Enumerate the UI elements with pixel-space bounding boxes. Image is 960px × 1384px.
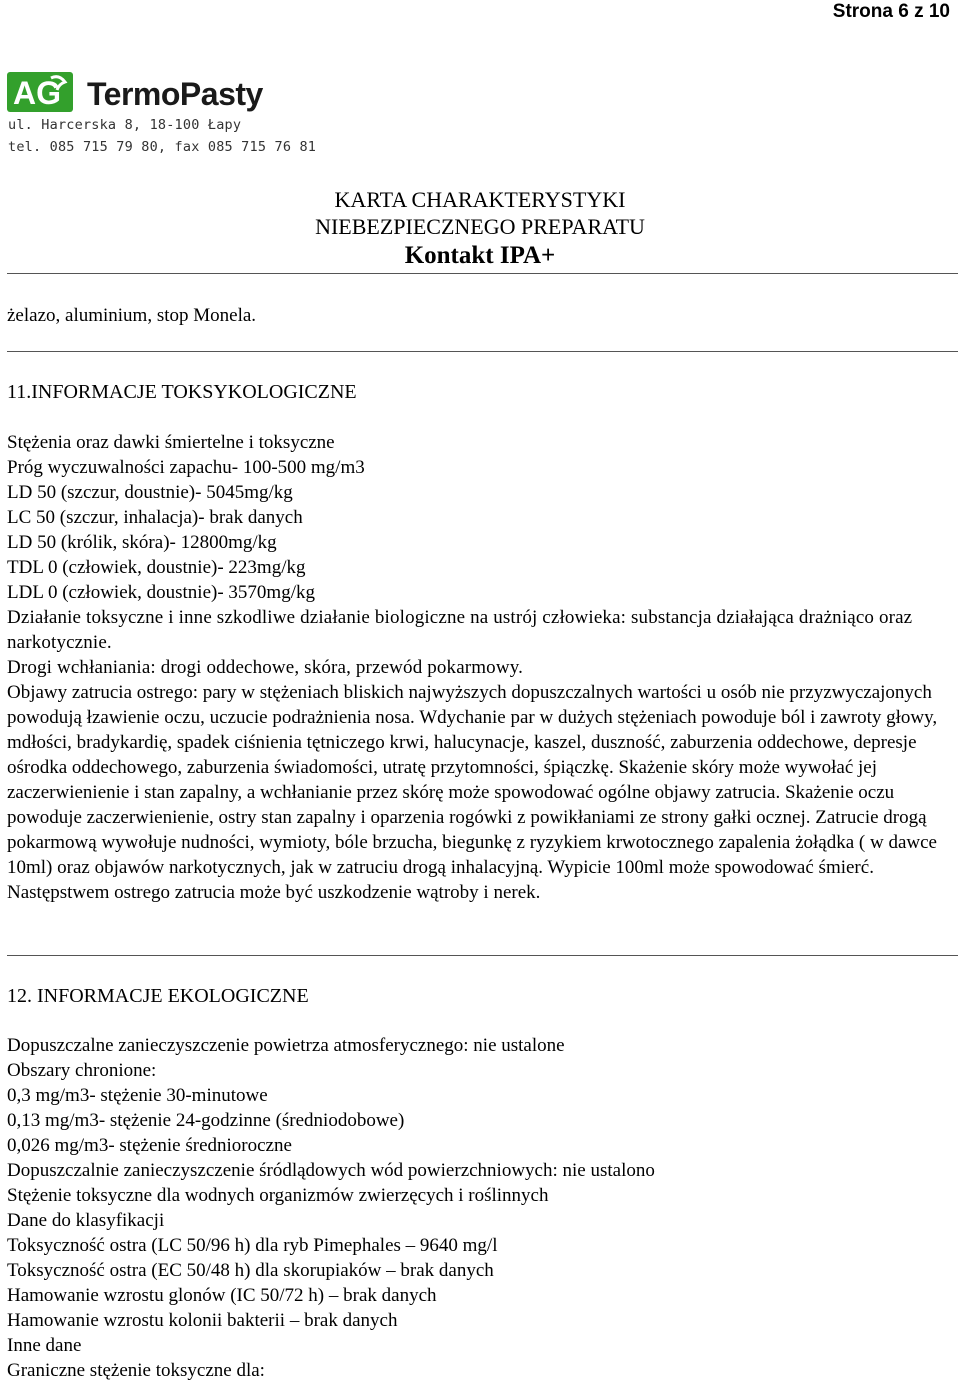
eco-line: Stężenie toksyczne dla wodnych organizmów zwierzęcych i roślinnych xyxy=(7,1185,549,1206)
eco-line: Inne dane xyxy=(7,1335,82,1356)
tox-line: LDL 0 (człowiek, doustnie)- 3570mg/kg xyxy=(7,582,315,603)
header-divider xyxy=(7,273,958,274)
section-divider xyxy=(7,351,958,352)
termopasty-logo-icon xyxy=(7,70,307,114)
section-11-heading: 11.INFORMACJE TOKSYKOLOGICZNE xyxy=(7,381,357,403)
product-name: Kontakt IPA+ xyxy=(404,242,556,269)
eco-line: Graniczne stężenie toksyczne dla: xyxy=(7,1360,265,1381)
svg-text:TermoPasty: TermoPasty xyxy=(87,76,263,112)
tox-line: LC 50 (szczur, inhalacja)- brak danych xyxy=(7,507,303,528)
eco-line: 0,3 mg/m3- stężenie 30-minutowe xyxy=(7,1085,268,1106)
address: ul. Harcerska 8, 18-100 Łapy xyxy=(8,117,242,133)
eco-line: Toksyczność ostra (LC 50/96 h) dla ryb Pimephales – 9640 mg/l xyxy=(7,1235,498,1256)
svg-text:AG: AG xyxy=(13,75,61,111)
eco-line: Hamowanie wzrostu kolonii bakterii – brak danych xyxy=(7,1310,398,1331)
tox-line: Próg wyczuwalności zapachu- 100-500 mg/m3 xyxy=(7,457,365,478)
eco-line: Hamowanie wzrostu glonów (IC 50/72 h) – brak danych xyxy=(7,1285,437,1306)
eco-line: Toksyczność ostra (EC 50/48 h) dla skorupiaków – brak danych xyxy=(7,1260,494,1281)
tox-line: LD 50 (królik, skóra)- 12800mg/kg xyxy=(7,532,277,553)
eco-line: Dopuszczalne zanieczyszczenie powietrza atmosferycznego: nie ustalone xyxy=(7,1035,565,1056)
page-number: Strona 6 z 10 xyxy=(832,1,950,22)
symptoms-paragraph: Objawy zatrucia ostrego: pary w stężeniach bliskich najwyższych dopuszczalnych wartości u osób nie przyzwyczajonych powodują łzawienie oczu, uczucie podrażnienia nosa. Wdychanie par w dużych stężeniach powoduje ból i zawroty głowy, mdłości, bradykardię, spadek ciśnienia tętniczego krwi, halucynacje, kaszel, duszność, zaburzenia oddechowe, depresje ośrodka oddechowego, zaburzenia świadomości, utratę przytomności, śpiączkę. Skażenie skóry może wywołać jej zaczerwienienie i stan zapalny, a wchłanianie przez skórę może spowodować ogólne objawy zatrucia. Skażenie oczu powoduje zaczerwienienie, ostry stan zapalny i oparzenia rogówki z powikłaniami ze strony gałki ocznej. Zatrucie drogą pokarmową wywołuje nudności, wymioty, bóle brzucha, biegunkę z ryzykiem krwotocznego zapalenia żołądka ( w dawce 10ml) oraz objawów narkotycznych, jak w zatruciu drogą inhalacyjną. Wypicie 100ml może spowodować śmierć. Następstwem ostrego zatrucia może być uszkodzenie wątroby i nerek. xyxy=(7,682,938,903)
eco-line: Dane do klasyfikacji xyxy=(7,1210,165,1231)
section-12-heading: 12. INFORMACJE EKOLOGICZNE xyxy=(7,985,309,1007)
eco-line: 0,026 mg/m3- stężenie średnioroczne xyxy=(7,1135,292,1156)
absorption-routes: Drogi wchłaniania: drogi oddechowe, skóra, przewód pokarmowy. xyxy=(7,657,524,678)
document-title-line-2: NIEBEZPIECZNEGO PREPARATU xyxy=(315,214,645,239)
eco-line: 0,13 mg/m3- stężenie 24-godzinne (średniodobowe) xyxy=(7,1110,405,1131)
toxic-action-paragraph: Działanie toksyczne i inne szkodliwe działanie biologiczne na ustrój człowieka: substancja działająca drażniąco oraz narkotycznie. xyxy=(7,607,913,653)
continuation-text: żelazo, aluminium, stop Monela. xyxy=(7,305,257,326)
phone-fax: tel. 085 715 79 80, fax 085 715 76 81 xyxy=(8,139,317,155)
eco-line: Obszary chronione: xyxy=(7,1060,157,1081)
company-logo xyxy=(7,70,307,114)
tox-line: Stężenia oraz dawki śmiertelne i toksyczne xyxy=(7,432,335,453)
tox-line: LD 50 (szczur, doustnie)- 5045mg/kg xyxy=(7,482,293,503)
document-title-line-1: KARTA CHARAKTERYSTYKI xyxy=(334,187,626,212)
section-divider xyxy=(7,955,958,956)
tox-line: TDL 0 (człowiek, doustnie)- 223mg/kg xyxy=(7,557,306,578)
eco-line: Dopuszczalnie zanieczyszczenie śródlądowych wód powierzchniowych: nie ustalono xyxy=(7,1160,655,1181)
